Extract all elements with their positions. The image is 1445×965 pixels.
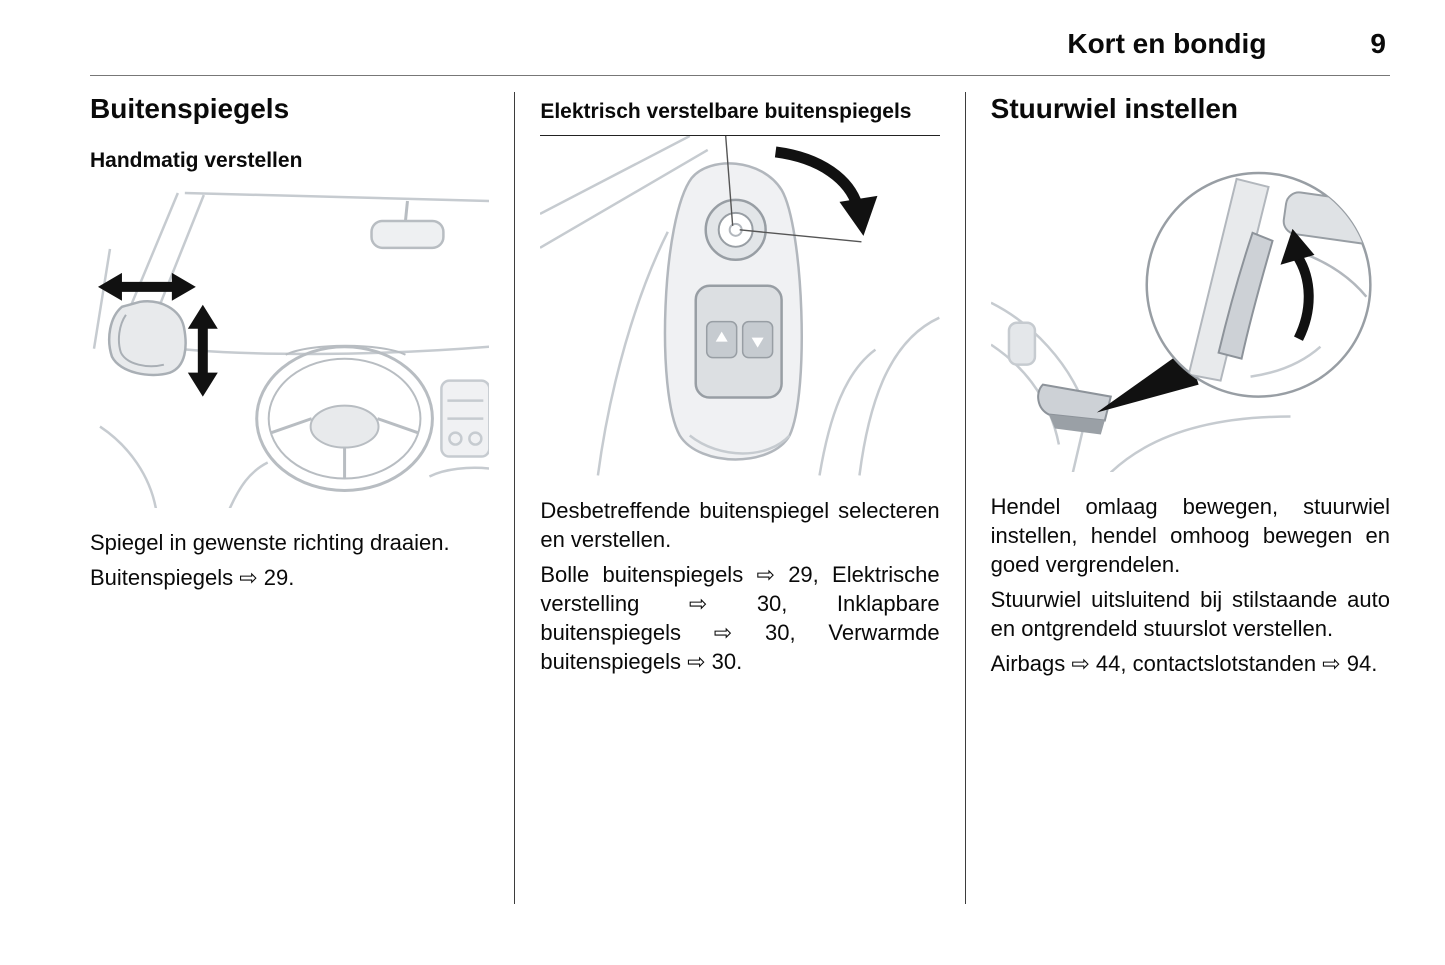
section-buitenspiegels bbox=[90, 92, 489, 904]
cross-reference: Airbags ⇨ 44, contactslotstanden ⇨ 94. bbox=[990, 651, 1378, 677]
steering-adjust-illustration bbox=[991, 151, 1390, 472]
mirror-switch-illustration bbox=[540, 136, 939, 475]
side-mirror-drawing bbox=[109, 301, 185, 375]
dashboard-drawing bbox=[429, 381, 489, 477]
door-panel-drawing bbox=[540, 136, 939, 475]
car-interior-drawing bbox=[90, 187, 489, 508]
column-divider bbox=[965, 92, 966, 904]
manual-mirror-illustration bbox=[90, 187, 489, 508]
header-rule bbox=[90, 75, 1390, 76]
paragraph: Desbetreffende buitenspiegel selecteren en verstellen. bbox=[540, 497, 940, 552]
page-number: 9 bbox=[1370, 28, 1386, 59]
horizontal-adjust-arrow bbox=[98, 273, 196, 301]
section-subheading: Handmatig verstellen bbox=[90, 148, 303, 172]
release-lever-drawing bbox=[1038, 384, 1111, 434]
cross-reference: Buitenspiegels ⇨ 29. bbox=[90, 565, 295, 591]
cross-reference: Bolle buitenspiegels ⇨ 29, Elektrische verstelling ⇨ 30, Inklapbare buitenspiegels ⇨ 30, Verwarmde buitenspiegels ⇨ 30. bbox=[540, 561, 940, 674]
section-heading: Buitenspiegels bbox=[90, 93, 290, 124]
steering-column-drawing bbox=[991, 151, 1390, 472]
paragraph: Stuurwiel uitsluitend bij stilstaande auto en ontgrendeld stuurslot verstellen. bbox=[990, 587, 1390, 642]
paragraph: Hendel omlaag bewegen, stuurwiel instellen, hendel omhoog bewegen en goed vergrendelen. bbox=[990, 494, 1390, 578]
section-heading: Stuurwiel instellen bbox=[990, 93, 1239, 124]
section-heading: Elektrisch verstelbare buitenspiegels bbox=[540, 100, 939, 136]
column-divider bbox=[514, 92, 515, 904]
rearview-mirror-drawing bbox=[372, 201, 444, 248]
page-columns bbox=[90, 92, 1390, 904]
steering-wheel-drawing bbox=[257, 346, 433, 491]
paragraph: Spiegel in gewenste richting draaien. bbox=[90, 530, 450, 556]
mirror-adjuster-knob bbox=[706, 200, 766, 260]
page-header bbox=[90, 28, 1390, 60]
chapter-title: Kort en bondig bbox=[1067, 28, 1267, 59]
window-switches bbox=[696, 286, 782, 398]
section-elektrische-buitenspiegels bbox=[540, 92, 939, 904]
section-stuurwiel-instellen bbox=[991, 92, 1390, 904]
